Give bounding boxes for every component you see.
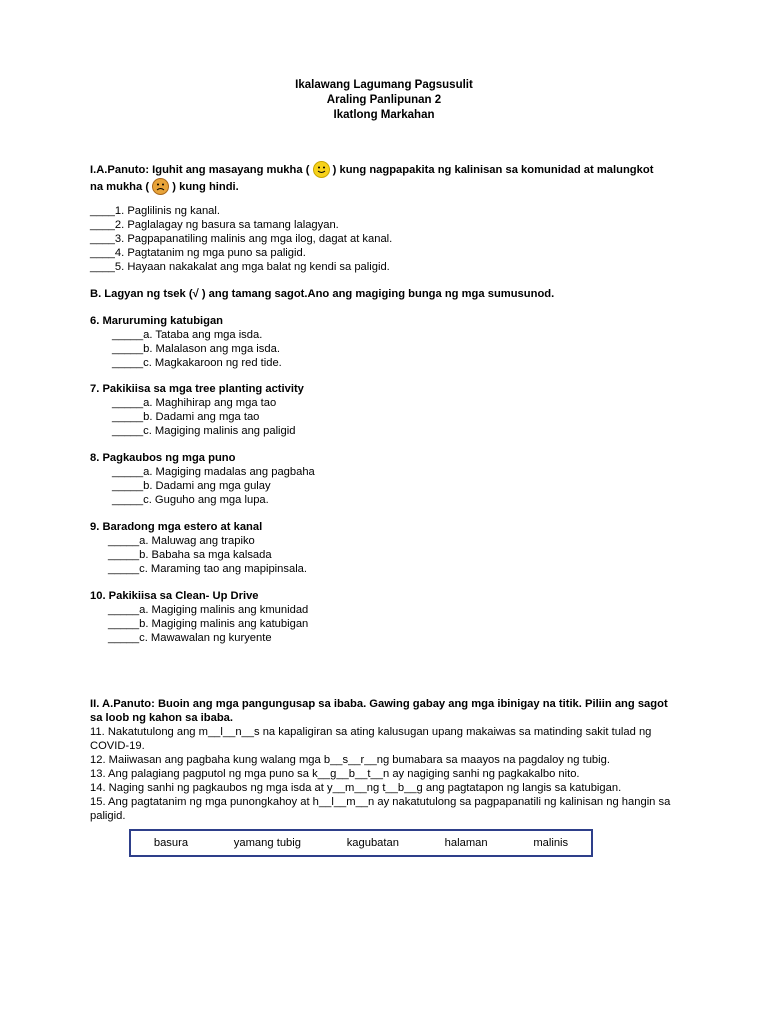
question-title: 7. Pakikiisa sa mga tree planting activity <box>90 383 304 395</box>
choice-item: _____b. Malalason ang mga isda. <box>112 343 280 355</box>
word-bank-item: basura <box>153 837 189 849</box>
question-6 <box>90 314 690 370</box>
word-bank-item: kagubatan <box>346 837 399 849</box>
part1-instruction-text-a: I.A.Panuto: Iguhit ang masayang mukha ( <box>90 164 310 176</box>
word-bank-box <box>129 829 593 857</box>
choice-item: _____c. Guguho ang mga lupa. <box>112 494 269 506</box>
part1-instruction-text-c: na mukha ( <box>90 181 150 193</box>
list-item: ____4. Pagtatanim ng mga puno sa paligid. <box>90 247 306 259</box>
part1-instruction-text-b: ) kung nagpapakita ng kalinisan sa komunidad at malungkot <box>332 164 654 176</box>
list-item: 12. Maiiwasan ang pagbaha kung walang mga b__s__r__ng bumabara sa maayos na pagdaloy ng tubig. <box>90 754 610 766</box>
list-item: ____3. Pagpapanatiling malinis ang mga ilog, dagat at kanal. <box>90 233 393 245</box>
list-item: 13. Ang palagiang pagputol ng mga puno sa k__g__b__t__n ay nagiging sanhi ng pagkakalbo nito. <box>90 768 580 780</box>
list-item: 14. Naging sanhi ng pagkaubos ng mga isda at y__m__ng t__b__g ang pagtatapon ng langis sa katubigan. <box>90 782 622 794</box>
list-item: ____5. Hayaan nakakalat ang mga balat ng kendi sa paligid. <box>90 261 390 273</box>
part1-instruction <box>90 161 690 195</box>
question-title: 8. Pagkaubos ng mga puno <box>90 452 236 464</box>
word-bank-item: yamang tubig <box>233 837 301 849</box>
choice-item: _____c. Mawawalan ng kuryente <box>108 632 272 644</box>
choice-item: _____a. Maghihirap ang mga tao <box>112 397 277 409</box>
question-8 <box>90 451 690 507</box>
part-b-instruction: B. Lagyan ng tsek (√ ) ang tamang sagot.Ano ang magiging bunga ng mga sumusunod. <box>90 288 555 300</box>
part2-instruction: II. A.Panuto: Buoin ang mga pangungusap sa ibaba. Gawing gabay ang mga ibinigay na titik. Piliin ang sagot sa loob ng kahon sa ibaba. <box>90 698 668 724</box>
test-header <box>0 78 768 123</box>
part1-instruction-text-d: ) kung hindi. <box>172 181 239 193</box>
choice-item: _____c. Maraming tao ang mapipinsala. <box>108 563 308 575</box>
choice-item: _____b. Dadami ang mga tao <box>112 411 260 423</box>
question-title: 6. Maruruming katubigan <box>90 315 224 327</box>
word-bank-item: halaman <box>444 837 488 849</box>
test-title: Ikalawang Lagumang Pagsusulit <box>295 79 473 91</box>
part1-items <box>90 204 690 274</box>
question-title: 10. Pakikiisa sa Clean- Up Drive <box>90 590 259 602</box>
choice-item: _____a. Tataba ang mga isda. <box>112 329 263 341</box>
part2-items <box>90 725 675 823</box>
list-item: ____2. Paglalagay ng basura sa tamang lalagyan. <box>90 219 339 231</box>
smiley-face-icon <box>313 161 330 178</box>
choice-item: _____a. Magiging malinis ang kmunidad <box>108 604 309 616</box>
choice-item: _____c. Magiging malinis ang paligid <box>112 425 296 437</box>
word-bank-item: malinis <box>533 837 569 849</box>
question-title: 9. Baradong mga estero at kanal <box>90 521 263 533</box>
list-item: ____1. Paglilinis ng kanal. <box>90 205 220 217</box>
choice-item: _____b. Magiging malinis ang katubigan <box>108 618 309 630</box>
question-9 <box>90 520 690 576</box>
sad-face-icon <box>152 178 169 195</box>
choice-item: _____b. Babaha sa mga kalsada <box>108 549 272 561</box>
choice-item: _____c. Magkakaroon ng red tide. <box>112 357 282 369</box>
subject-title: Araling Panlipunan 2 <box>326 94 442 106</box>
list-item: 15. Ang pagtatanim ng mga punongkahoy at h__l__m__n ay nakatutulong sa pagpapanatili ng kalinisan ng hangin sa paligid. <box>90 796 671 822</box>
choice-item: _____b. Dadami ang mga gulay <box>112 480 271 492</box>
question-7 <box>90 382 690 438</box>
quarter-title: Ikatlong Markahan <box>333 109 435 121</box>
choice-item: _____a. Magiging madalas ang pagbaha <box>112 466 315 478</box>
question-10 <box>90 589 690 645</box>
choice-item: _____a. Maluwag ang trapiko <box>108 535 255 547</box>
list-item: 11. Nakatutulong ang m__l__n__s na kapaligiran sa ating kalusugan upang makaiwas sa matinding sakit tulad ng COVID-19. <box>90 726 652 752</box>
